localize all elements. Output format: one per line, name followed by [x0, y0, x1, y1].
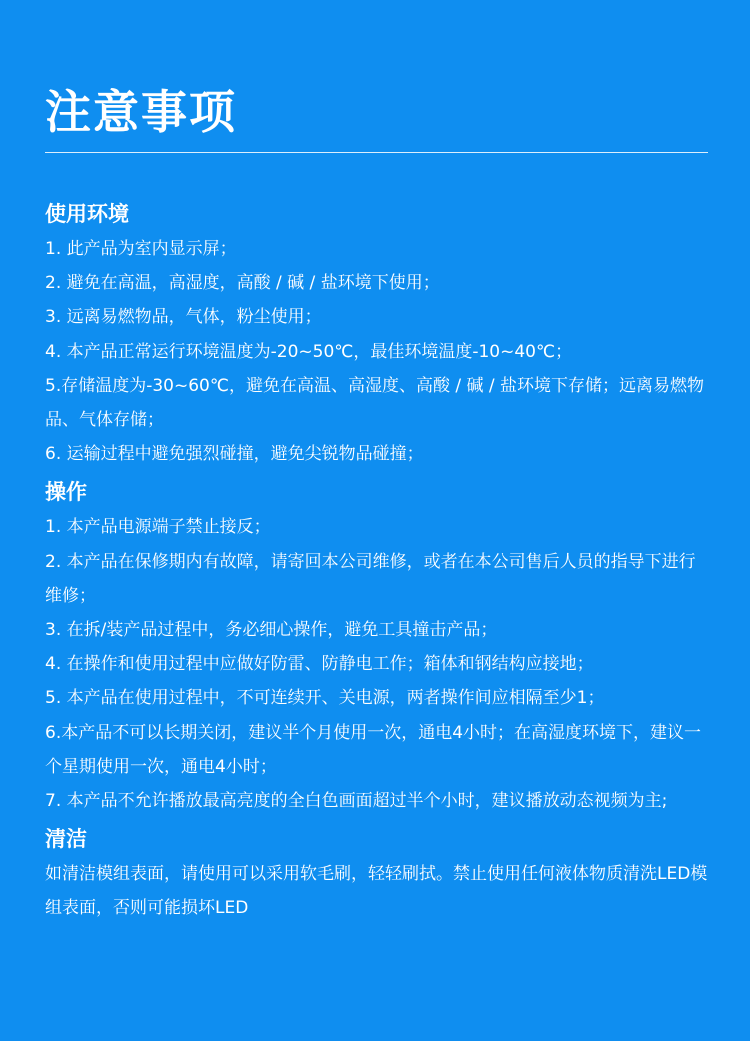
list-item: 6.本产品不可以长期关闭，建议半个月使用一次，通电4小时；在高湿度环境下，建议一个星期使用一次，通电4小时； — [45, 722, 702, 777]
list-item: 2. 避免在高温，高湿度，高酸 / 碱 / 盐环境下使用； — [45, 273, 440, 294]
section-operation — [45, 475, 708, 818]
list-item: 3. 远离易燃物品，气体，粉尘使用； — [45, 307, 322, 328]
list-item: 1. 此产品为室内显示屏； — [45, 239, 237, 259]
list-item: 5. 本产品在使用过程中，不可连续开、关电源，两者操作间应相隔至少1； — [45, 688, 605, 709]
title-divider — [45, 152, 708, 153]
list-item: 2. 本产品在保修期内有故障，请寄回本公司维修，或者在本公司售后人员的指导下进行维修； — [45, 551, 696, 606]
cleaning-list — [45, 857, 708, 925]
section-title-operation: 操作 — [45, 480, 87, 505]
section-cleaning — [45, 822, 708, 925]
list-item: 6. 运输过程中避免强烈碰撞，避免尖锐物品碰撞； — [45, 444, 424, 465]
section-environment — [45, 197, 708, 471]
page-title: 注意事项 — [45, 85, 237, 139]
list-item: 5.存储温度为-30~60℃，避免在高温、高湿度、高酸 / 碱 / 盐环境下存储；远离易燃物品、气体存储； — [45, 375, 705, 431]
environment-list — [45, 232, 708, 471]
list-item: 7. 本产品不允许播放最高亮度的全白色画面超过半个小时，建议播放动态视频为主; — [45, 791, 668, 812]
list-item: 1. 本产品电源端子禁止接反； — [45, 517, 271, 538]
section-title-environment: 使用环境 — [45, 202, 129, 226]
operation-list — [45, 510, 708, 818]
list-item: 3. 在拆/装产品过程中，务必细心操作，避免工具撞击产品； — [45, 620, 498, 641]
list-item: 4. 本产品正常运行环境温度为-20~50℃，最佳环境温度-10~40℃； — [45, 341, 573, 362]
list-item: 如清洁模组表面，请使用可以采用软毛刷，轻轻刷拭。禁止使用任何液体物质清洗LED模组表面，否则可能损坏LED — [45, 864, 708, 919]
section-title-cleaning: 清洁 — [45, 827, 87, 852]
list-item: 4. 在操作和使用过程中应做好防雷、防静电工作；箱体和钢结构应接地； — [45, 654, 594, 675]
